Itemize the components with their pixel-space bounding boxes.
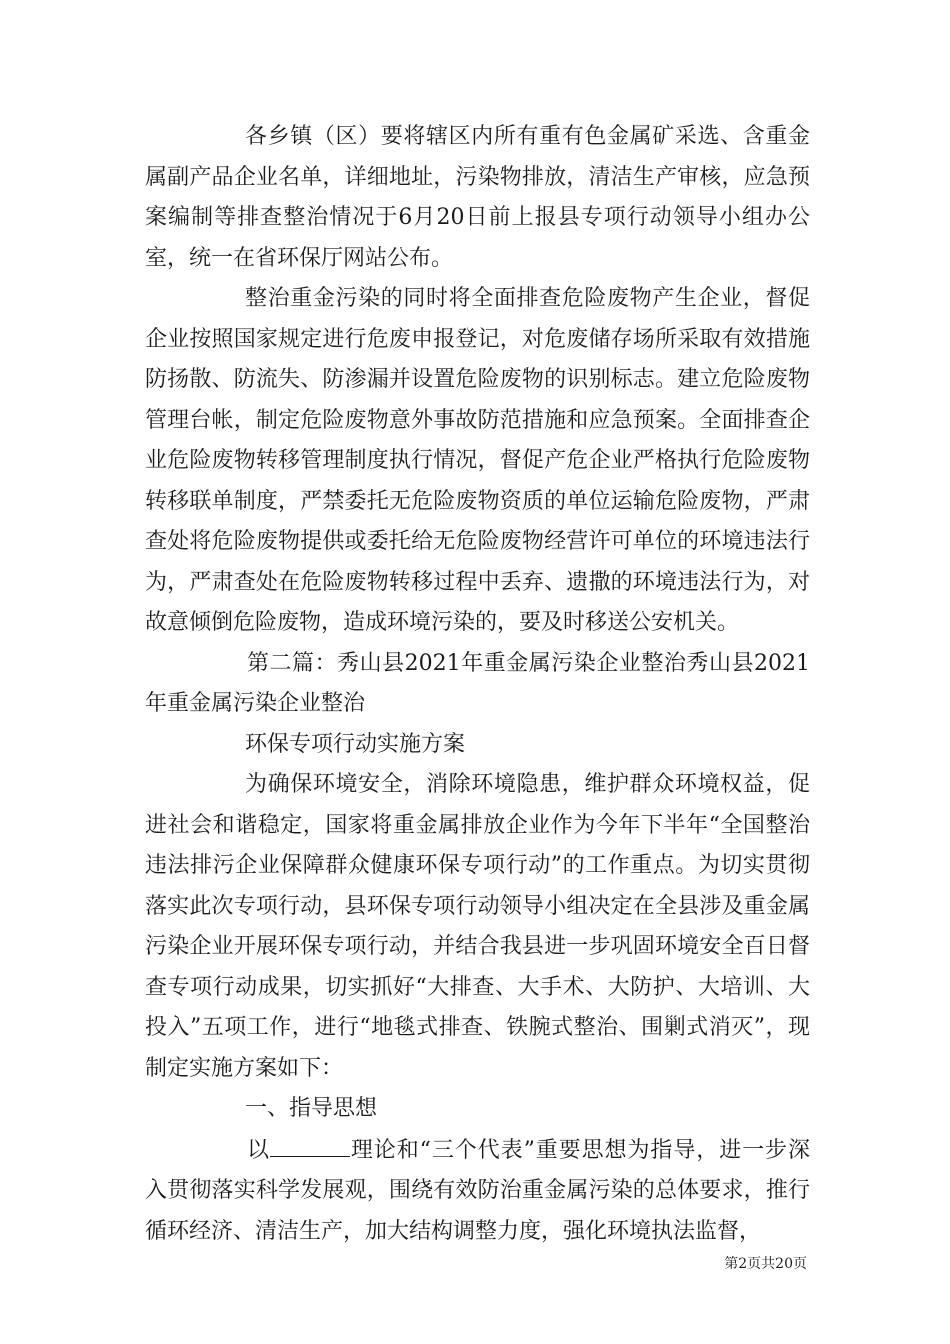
page-number: 第2页共20页	[724, 1256, 807, 1272]
text-segment: 以	[247, 1137, 270, 1163]
blank-underline	[270, 1130, 350, 1157]
document-body	[145, 117, 810, 1252]
paragraph: 各乡镇（区）要将辖区内所有重有色金属矿采选、含重金属副产品企业名单，详细地址，污染物排放，清洁生产审核，应急预案编制等排查整治情况于6月20日前上报县专项行动领导小组办公室，统一在省环保厅网站公布。	[145, 124, 810, 271]
paragraph	[145, 1130, 810, 1253]
paragraph: 为确保环境安全，消除环境隐患，维护群众环境权益，促进社会和谐稳定，国家将重金属排放企业作为今年下半年“全国整治违法排污企业保障群众健康环保专项行动”的工作重点。为切实贯彻落实此次专项行动，县环保专项行动领导小组决定在全县涉及重金属污染企业开展环保专项行动，并结合我县进一步巩固环境安全百日督查专项行动成果，切实抓好“大排查、大手术、大防护、大培训、大投入”五项工作，进行“地毯式排查、铁腕式整治、围剿式消灭”，现制定实施方案如下：	[145, 772, 810, 1081]
paragraph: 整治重金污染的同时将全面排查危险废物产生企业，督促企业按照国家规定进行危废申报登记，对危废储存场所采取有效措施防扬散、防流失、防渗漏并设置危险废物的识别标志。建立危险废物管理台帐，制定危险废物意外事故防范措施和应急预案。全面排查企业危险废物转移管理制度执行情况，督促产危企业严格执行危险废物转移联单制度，严禁委托无危险废物资质的单位运输危险废物，严肃查处将危险废物提供或委托给无危险废物经营许可单位的环境违法行为，严肃查处在危险废物转移过程中丢弃、遗撒的环境违法行为，对故意倾倒危险废物，造成环境污染的，要及时移送公安机关。	[145, 286, 810, 635]
text-segment: 理论和“三个代表”重要思想为指导，进一步深入贯彻落实科学发展观，围绕有效防治重金属污染的总体要求，推行循环经济、清洁生产，加大结构调整力度，强化环境执法监督，	[145, 1137, 810, 1244]
section-title: 第二篇：秀山县2021年重金属污染企业整治秀山县2021年重金属污染企业整治	[145, 650, 810, 716]
heading-guiding-thought: 一、指导思想	[245, 1096, 378, 1121]
section-subtitle: 环保专项行动实施方案	[245, 731, 466, 757]
